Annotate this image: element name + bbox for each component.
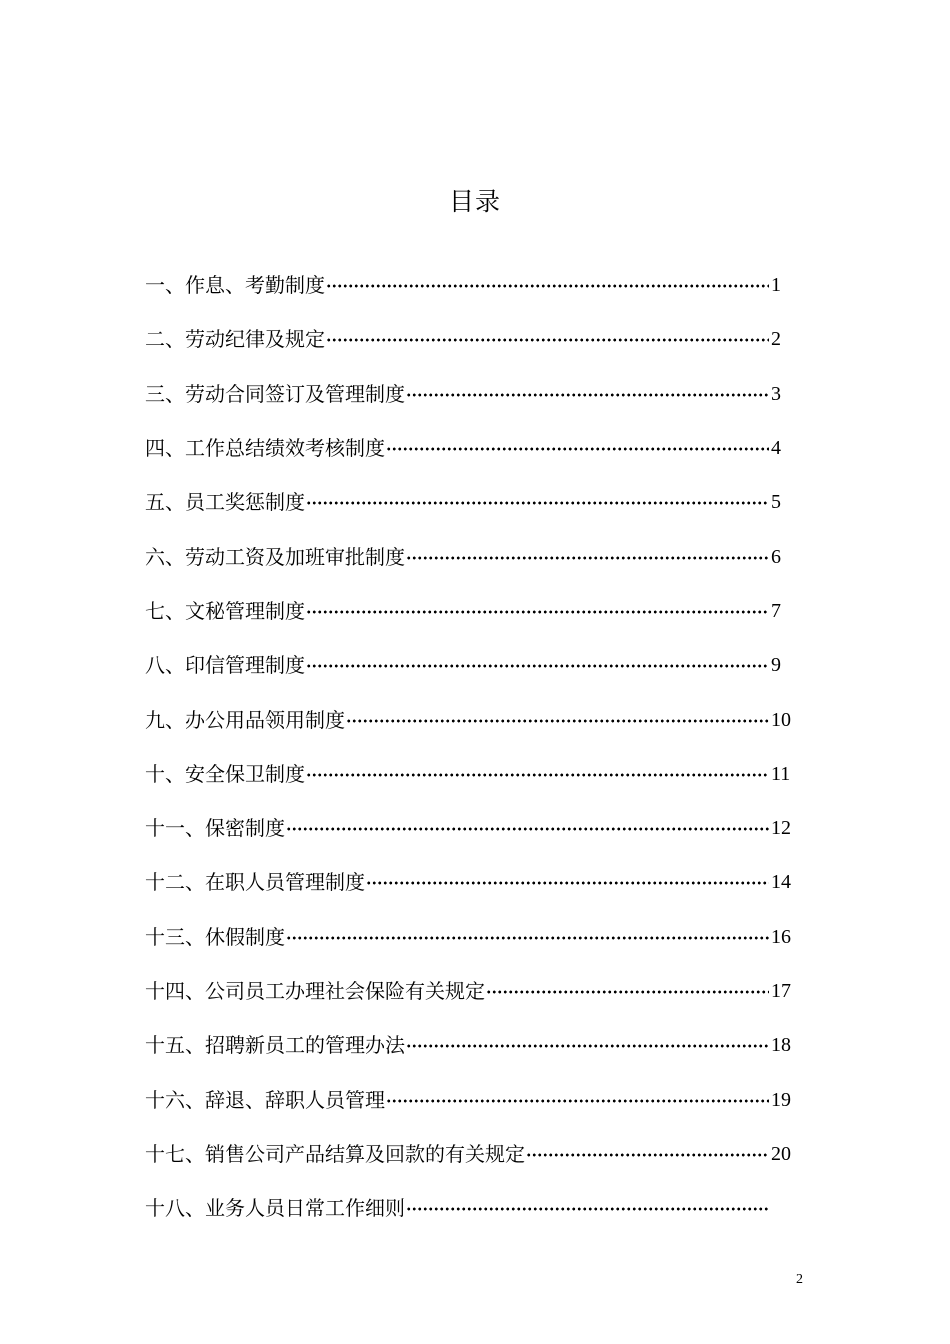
toc-entry[interactable]	[145, 692, 795, 746]
toc-entry[interactable]	[145, 1072, 795, 1126]
toc-dot-leader	[306, 663, 769, 669]
toc-entry[interactable]	[145, 475, 795, 529]
toc-entry[interactable]	[145, 747, 795, 801]
toc-entry-page: 20	[771, 1142, 791, 1165]
toc-entry[interactable]	[145, 312, 795, 366]
toc-entry-label: 十一、保密制度	[145, 816, 285, 841]
toc-entry[interactable]	[145, 529, 795, 583]
toc-entry[interactable]	[145, 801, 795, 855]
toc-entry[interactable]	[145, 910, 795, 964]
toc-entry-page: 10	[771, 708, 791, 731]
toc-dot-leader	[326, 337, 769, 343]
toc-entry[interactable]	[145, 421, 795, 475]
toc-dot-leader	[366, 880, 769, 886]
toc-entry-label: 六、劳动工资及加班审批制度	[145, 544, 405, 569]
toc-entry[interactable]	[145, 638, 795, 692]
toc-entry-label: 十五、招聘新员工的管理办法	[145, 1033, 405, 1058]
toc-entry-label: 十六、辞退、辞职人员管理	[145, 1087, 385, 1112]
toc-entry-label: 七、文秘管理制度	[145, 598, 305, 623]
toc-entry-label: 二、劳动纪律及规定	[145, 327, 325, 352]
toc-dot-leader	[306, 500, 769, 506]
toc-dot-leader	[406, 1206, 769, 1212]
toc-entry[interactable]	[145, 1127, 795, 1181]
toc-dot-leader	[526, 1152, 769, 1158]
toc-dot-leader	[406, 392, 769, 398]
toc-title: 目录	[448, 187, 501, 216]
page-number: 2	[796, 1272, 803, 1287]
toc-list	[145, 258, 795, 1235]
toc-entry-label: 三、劳动合同签订及管理制度	[145, 381, 405, 406]
toc-entry[interactable]	[145, 1018, 795, 1072]
toc-entry-label: 四、工作总结绩效考核制度	[145, 436, 385, 461]
toc-entry-label: 十七、销售公司产品结算及回款的有关规定	[145, 1141, 525, 1166]
toc-entry-label: 十四、公司员工办理社会保险有关规定	[145, 979, 485, 1003]
toc-dot-leader	[386, 1098, 769, 1104]
toc-entry-page: 7	[771, 599, 781, 622]
toc-dot-leader	[306, 609, 769, 615]
toc-entry-label: 九、办公用品领用制度	[145, 707, 345, 732]
toc-entry-page: 18	[771, 1034, 791, 1057]
toc-entry-page: 11	[771, 762, 791, 785]
toc-dot-leader	[286, 935, 769, 941]
toc-dot-leader	[406, 555, 769, 561]
toc-dot-leader	[386, 446, 769, 452]
toc-entry-page: 9	[771, 654, 781, 677]
toc-dot-leader	[406, 1043, 769, 1049]
toc-entry[interactable]	[145, 964, 795, 1018]
toc-entry-label: 十三、休假制度	[145, 924, 285, 949]
toc-entry-page: 5	[771, 491, 781, 514]
toc-entry-page: 4	[771, 437, 781, 460]
toc-entry-page: 6	[771, 545, 781, 568]
toc-entry-page: 14	[771, 871, 791, 894]
toc-dot-leader	[486, 989, 769, 995]
toc-entry-page: 3	[771, 382, 781, 405]
toc-entry-page: 19	[771, 1088, 791, 1111]
toc-entry-label: 一、作息、考勤制度	[145, 273, 325, 298]
toc-entry[interactable]	[145, 367, 795, 421]
toc-entry-label: 十二、在职人员管理制度	[145, 870, 365, 895]
toc-entry[interactable]	[145, 584, 795, 638]
toc-entry-label: 八、印信管理制度	[145, 653, 305, 678]
toc-dot-leader	[306, 772, 769, 778]
toc-entry[interactable]	[145, 855, 795, 909]
toc-entry-label: 十八、业务人员日常工作细则	[145, 1196, 405, 1221]
toc-entry-page: 1	[771, 274, 781, 297]
toc-dot-leader	[326, 283, 769, 289]
toc-entry-page: 2	[771, 328, 781, 351]
toc-entry-page: 12	[771, 817, 791, 840]
toc-entry-label: 十、安全保卫制度	[145, 761, 305, 786]
toc-entry[interactable]	[145, 1181, 795, 1235]
toc-dot-leader	[346, 718, 769, 724]
toc-entry[interactable]	[145, 258, 795, 312]
toc-entry-page: 17	[771, 980, 791, 1002]
toc-dot-leader	[286, 826, 769, 832]
toc-entry-page: 16	[771, 925, 791, 948]
toc-entry-label: 五、员工奖惩制度	[145, 490, 305, 515]
